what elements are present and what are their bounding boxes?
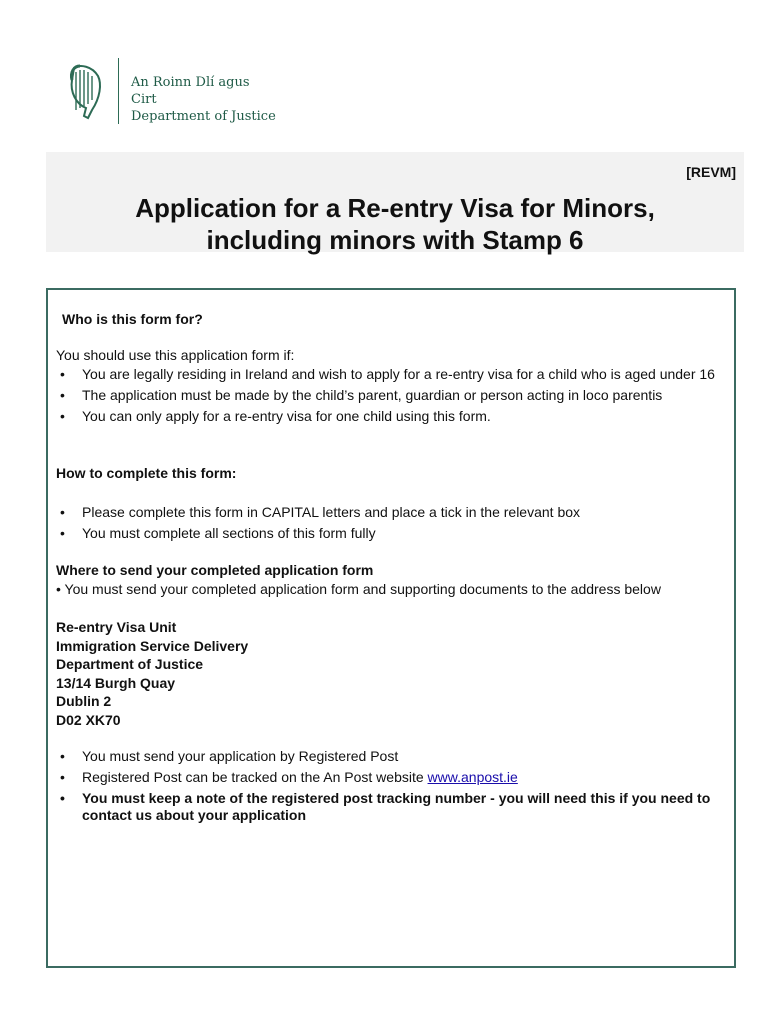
- postal-address: [56, 618, 726, 729]
- info-box: [46, 288, 736, 968]
- list-item: • You are legally residing in Ireland and wish to apply for a re-entry visa for a child who is aged under 16: [60, 366, 715, 382]
- address-line: D02 XK70: [56, 711, 121, 728]
- department-logo: [66, 58, 276, 124]
- list-item: • You must complete all sections of this form fully: [60, 525, 376, 541]
- address-line: Department of Justice: [56, 656, 204, 672]
- list-item: • You must keep a note of the registered post tracking number - you will need this if you need to contact us about your application: [60, 790, 711, 823]
- list-item: • You can only apply for a re-entry visa for one child using this form.: [60, 408, 491, 424]
- address-line: Re-entry Visa Unit: [56, 619, 177, 635]
- harp-icon: [66, 62, 104, 120]
- how-heading: How to complete this form:: [56, 465, 237, 481]
- how-list: [56, 504, 726, 546]
- title-line-1: Application for a Re-entry Visa for Minors,: [135, 193, 655, 223]
- who-heading: Who is this form for?: [62, 311, 203, 327]
- where-line: • You must send your completed application form and supporting documents to the address below: [56, 581, 661, 597]
- list-item: • You must send your application by Registered Post: [60, 748, 399, 764]
- who-intro: You should use this application form if:: [56, 347, 295, 363]
- title-line-2: including minors with Stamp 6: [206, 225, 584, 255]
- post-list: [56, 748, 726, 828]
- address-line: Immigration Service Delivery: [56, 637, 249, 654]
- list-item: • The application must be made by the child’s parent, guardian or person acting in loco parentis: [60, 387, 663, 403]
- org-name-irish: An Roinn Dlí agus Cirt: [131, 75, 250, 107]
- list-item: • Registered Post can be tracked on the An Post website www.anpost.ie: [60, 769, 518, 785]
- where-heading: Where to send your completed application form: [56, 562, 374, 578]
- address-line: 13/14 Burgh Quay: [56, 674, 176, 691]
- logo-divider: [118, 58, 119, 124]
- form-code: [REVM]: [686, 164, 736, 180]
- org-name-english: Department of Justice: [131, 109, 276, 124]
- list-item: • Please complete this form in CAPITAL letters and place a tick in the relevant box: [60, 504, 581, 520]
- who-list: [56, 366, 726, 429]
- address-line: Dublin 2: [56, 693, 112, 709]
- anpost-link[interactable]: www.anpost.ie: [427, 769, 518, 785]
- page-title: [46, 192, 744, 256]
- title-band: [46, 152, 744, 255]
